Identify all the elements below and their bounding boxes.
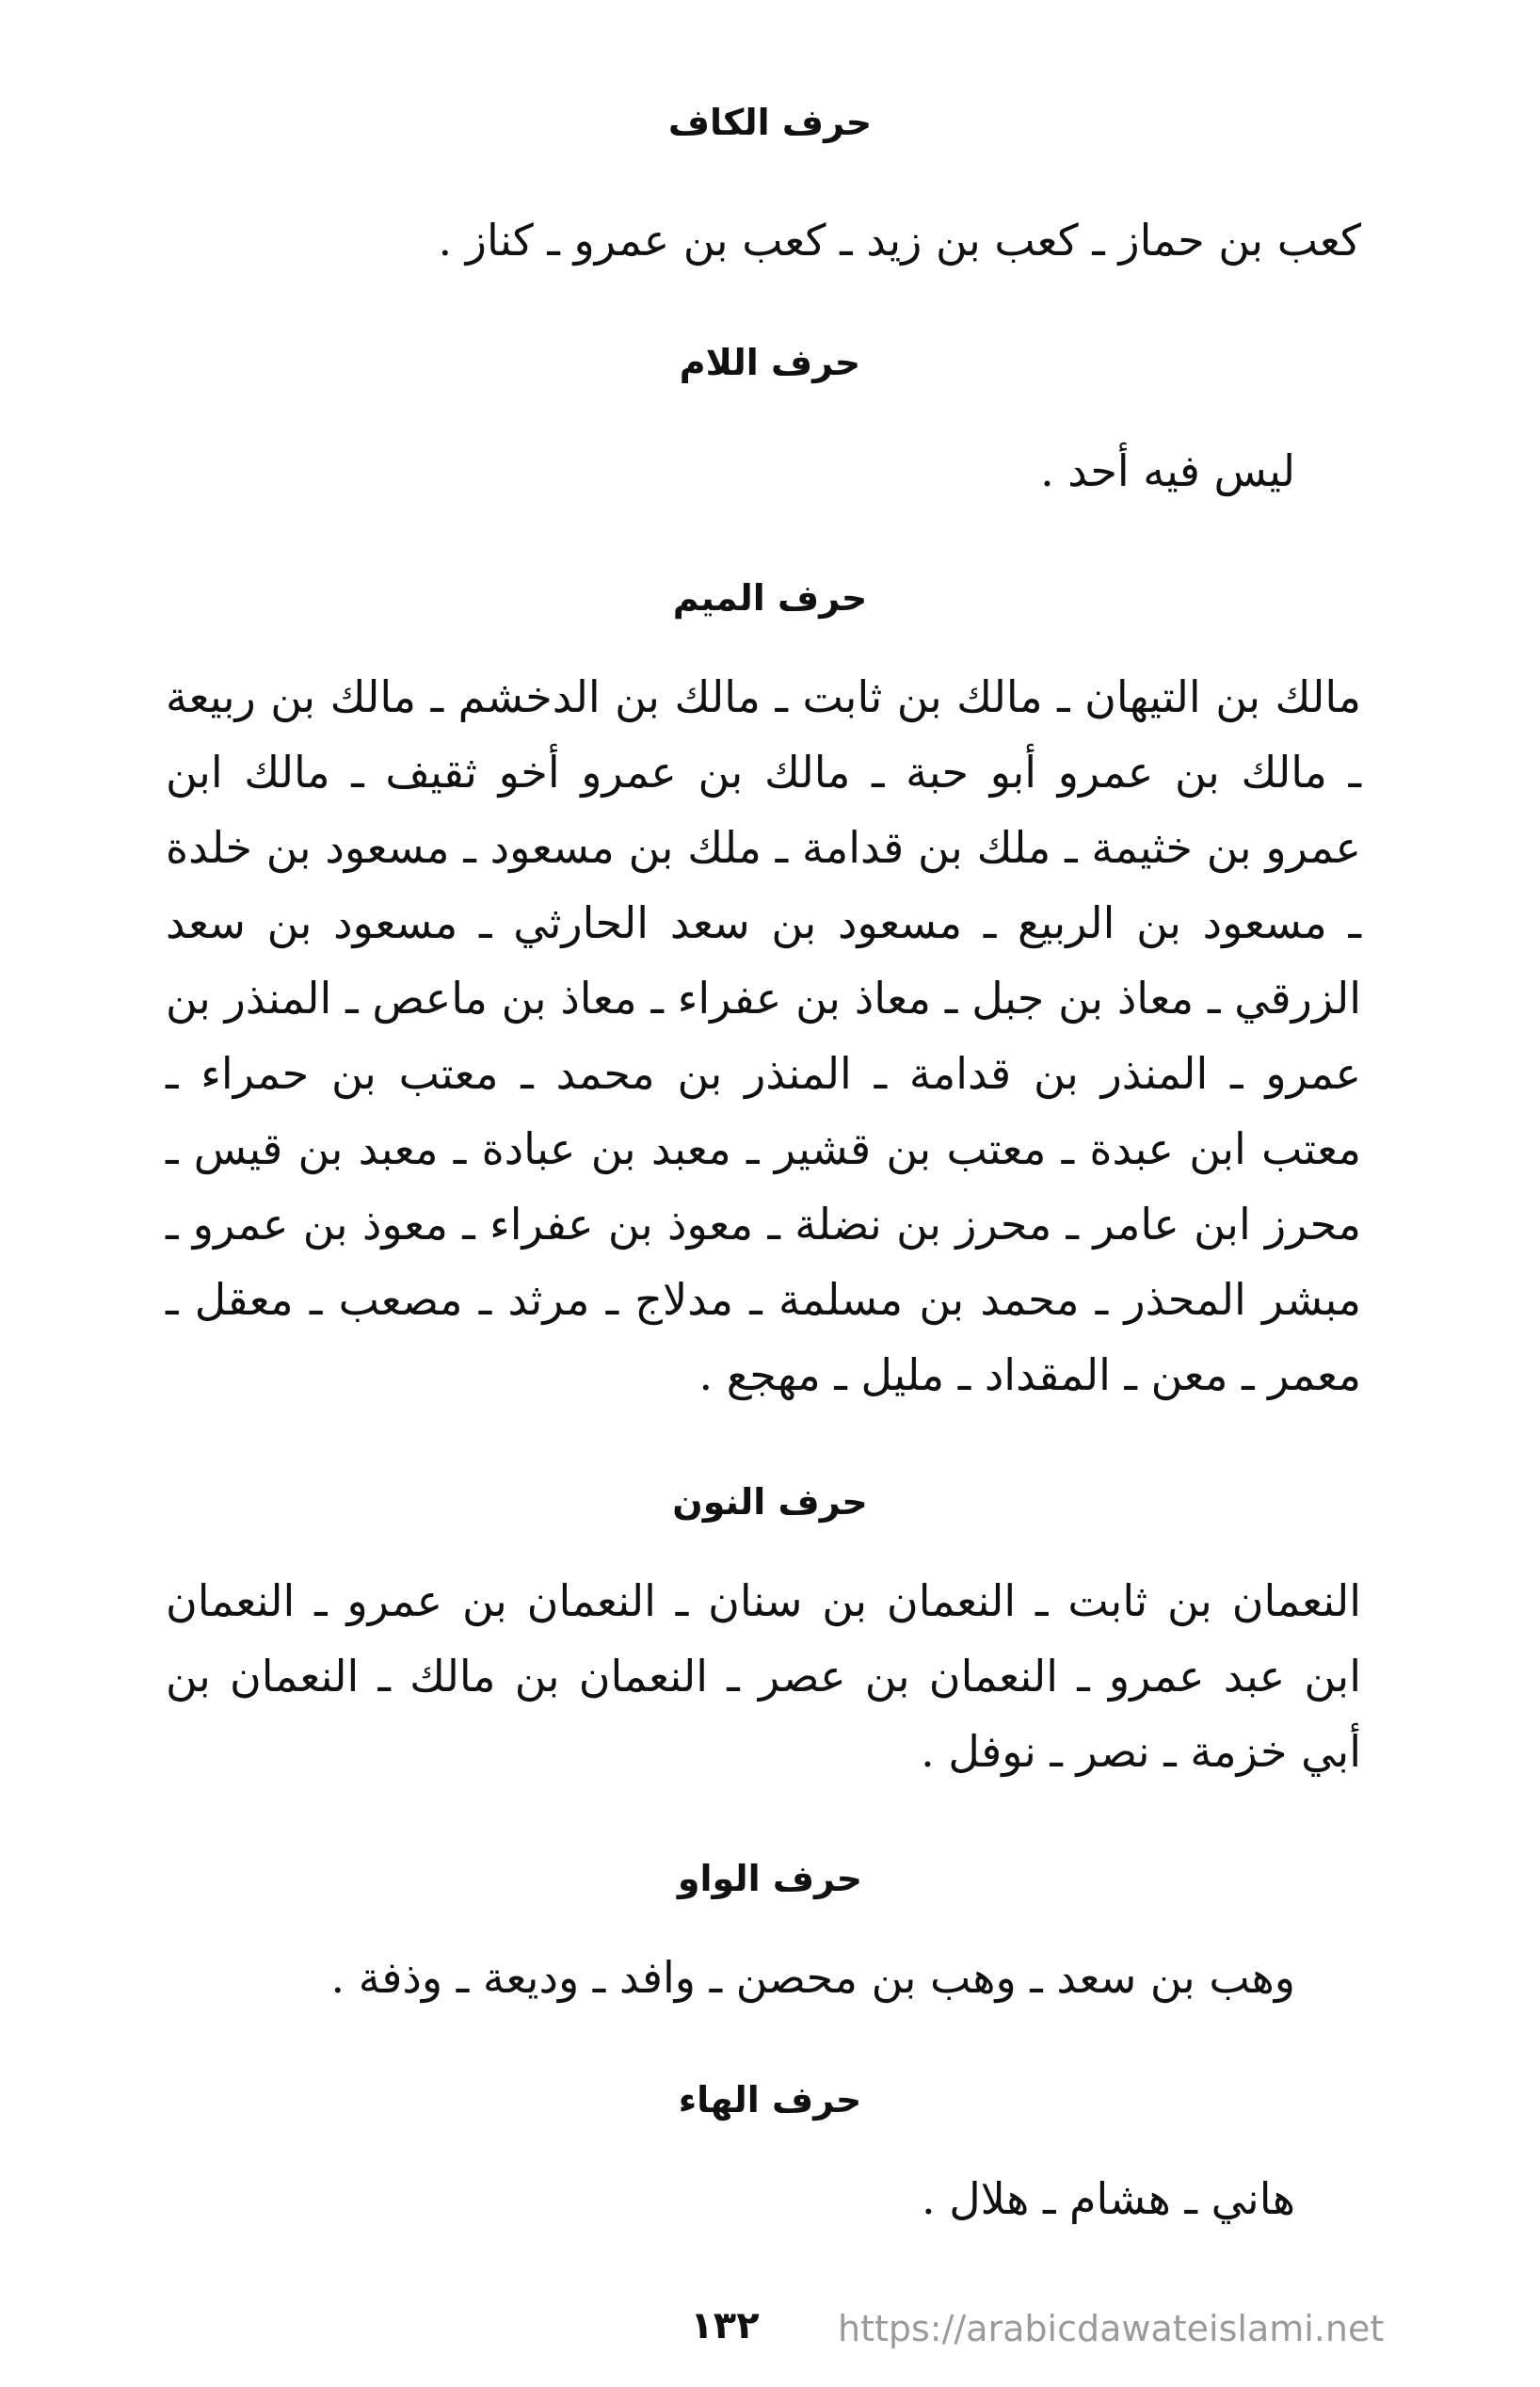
section-text-ha: هاني ـ هشام ـ هلال .: [921, 2173, 1295, 2224]
section-heading-lam: حرف اللام: [679, 342, 861, 383]
section-text-nun: النعمان بن ثابت ـ النعمان بن سنان ـ النعمان بن عمرو ـ النعمان ابن عبد عمرو ـ النعمان بن عصر ـ النعمان بن مالك ـ النعمان بن أبي خزمة ـ نصر ـ نوفل .: [166, 1575, 1361, 1777]
section-text-waw: وهب بن سعد ـ وهب بن محصن ـ وافد ـ وديعة ـ وذفة .: [330, 1952, 1295, 2003]
section-text-lam: ليس فيه أحد .: [1040, 445, 1295, 496]
section-text-mim: مالك بن التيهان ـ مالك بن ثابت ـ مالك بن الدخشم ـ مالك بن ربيعة ـ مالك بن عمرو أبو حبة ـ مالك بن عمرو أخو ثقيف ـ مالك ابن عمرو بن خثيمة ـ ملك بن قدامة ـ ملك بن مسعود ـ مسعود بن خلدة ـ مسعود بن الربيع ـ مسعود بن سعد الحارثي ـ مسعود بن سعد الزرقي ـ معاذ بن جبل ـ معاذ بن عفراء ـ معاذ بن ماعص ـ المنذر بن عمرو ـ المنذر بن قدامة ـ المنذر بن محمد ـ معتب بن حمراء ـ معتب ابن عبدة ـ معتب بن قشير ـ معبد بن عبادة ـ معبد بن قيس ـ محرز ابن عامر ـ محرز بن نضلة ـ معوذ بن عفراء ـ معوذ بن عمرو ـ مبشر المحذر ـ محمد بن مسلمة ـ مدلاج ـ مرثد ـ مصعب ـ معقل ـ معمر ـ معن ـ المقداد ـ مليل ـ مهجع .: [166, 671, 1361, 1400]
section-heading-waw: حرف الواو: [677, 1858, 863, 1899]
section-heading-ha: حرف الهاء: [678, 2079, 862, 2121]
section-text-kaf: كعب بن حماز ـ كعب بن زيد ـ كعب بن عمرو ـ كناز .: [438, 215, 1361, 266]
section-heading-mim: حرف الميم: [672, 577, 868, 619]
page-number: ١٣٢: [690, 2304, 760, 2347]
section-heading-nun: حرف النون: [672, 1481, 868, 1523]
section-heading-kaf: حرف الكاف: [667, 102, 873, 143]
website-watermark: https://arabicdawateislami.net: [838, 2308, 1385, 2349]
